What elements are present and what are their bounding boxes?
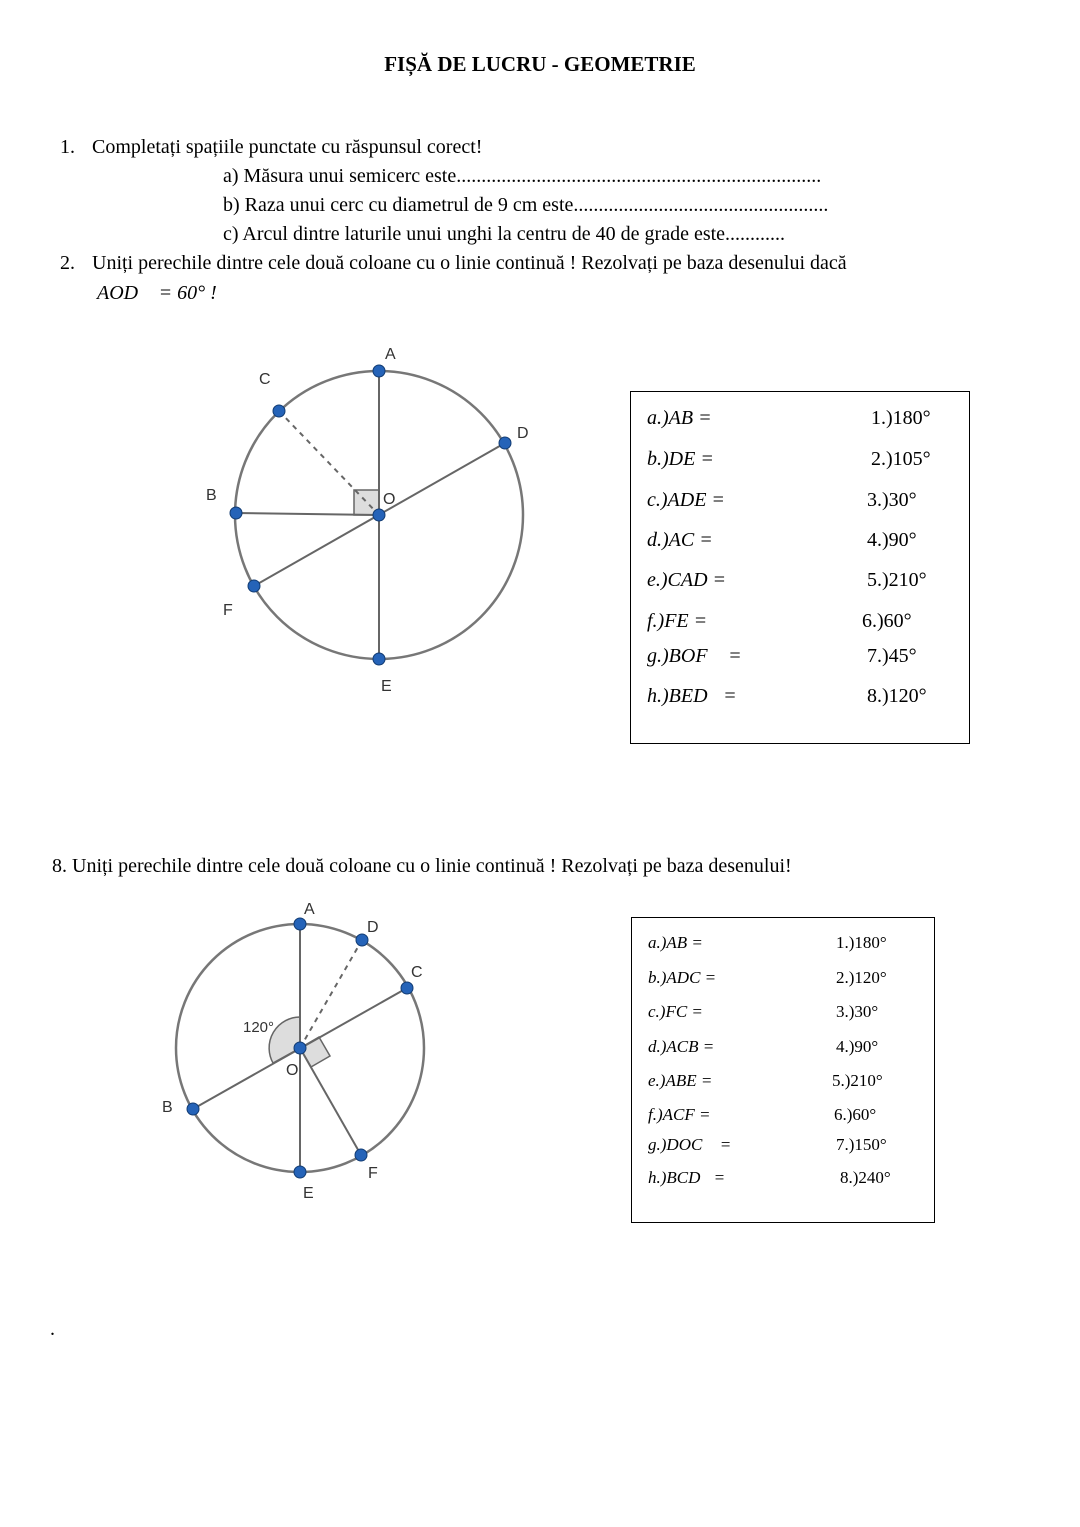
table1-right-item: 4.)90°: [867, 529, 917, 551]
table1-left-item: g.)BOF⃞ =: [647, 645, 742, 667]
table1-right-item: 2.)105°: [871, 448, 931, 470]
table2-row: [632, 968, 934, 998]
table2-right-item: 8.)240°: [840, 1168, 891, 1187]
table2-right-item: 7.)150°: [836, 1135, 887, 1154]
table2-left-item: d.)ACB =: [648, 1037, 715, 1056]
q2-text: Uniți perechile dintre cele două coloane cu o linie continuă ! Rezolvați pe baza desenului dacă: [92, 252, 847, 274]
table2-row: [632, 1037, 934, 1067]
fig1-label-C: C: [259, 371, 271, 388]
q1-item-c: c) Arcul dintre laturile unui unghi la centru de 40 de grade este............: [223, 223, 786, 245]
fig2-label-B: B: [162, 1099, 173, 1116]
table1-left-item: e.)CAD =: [647, 569, 727, 591]
table1-left-item: a.)AB =: [647, 407, 712, 429]
table2-right-item: 1.)180°: [836, 933, 887, 952]
fig1-label-D: D: [517, 425, 529, 442]
table2-right-item: 4.)90°: [836, 1037, 879, 1056]
table1-left-item: h.)BED⃞=: [647, 685, 737, 707]
table1-right-item: 8.)120°: [867, 685, 927, 707]
table1-right-item: 5.)210°: [867, 569, 927, 591]
table2-row: [632, 1135, 934, 1165]
table1-row: [631, 407, 969, 437]
fig2-point-O: [294, 1042, 306, 1054]
fig2-circle-group: [162, 901, 424, 1202]
table1-row: [631, 610, 969, 640]
table2-row: [632, 1168, 934, 1198]
table1-row: [631, 685, 969, 715]
matching-table-1: [630, 391, 970, 744]
fig1-dashed-OC: [279, 411, 379, 515]
fig1-point-E: [373, 653, 385, 665]
q1-number: 1.: [60, 136, 75, 158]
matching-table-2: [631, 917, 935, 1223]
fig1-label-E: E: [381, 678, 392, 695]
fig2-angle-label: 120°: [243, 1019, 275, 1036]
table2-left-item: h.)BCD⃞=: [648, 1168, 726, 1187]
fig2-label-C: C: [411, 964, 423, 981]
fig1-label-F: F: [223, 602, 233, 619]
table1-left-item: b.)DE =: [647, 448, 714, 470]
q2-number: 2.: [60, 252, 75, 274]
page-title: FIȘĂ DE LUCRU - GEOMETRIE: [384, 52, 696, 76]
q8-text: 8. Uniți perechile dintre cele două coloane cu o linie continuă ! Rezolvați pe baza desenului!: [52, 855, 792, 877]
table2-right-item: 2.)120°: [836, 968, 887, 987]
fig1-circle-group: [206, 346, 529, 695]
table1-right-item: 1.)180°: [871, 407, 931, 429]
fig1-point-D: [499, 437, 511, 449]
fig2-label-E: E: [303, 1185, 314, 1202]
fig2-point-E: [294, 1166, 306, 1178]
fig2-point-A: [294, 918, 306, 930]
table1-left-item: f.)FE =: [647, 610, 708, 632]
fig1-label-O: O: [383, 491, 396, 508]
fig1-point-A: [373, 365, 385, 377]
fig2-point-F: [355, 1149, 367, 1161]
table1-left-item: c.)ADE =: [647, 489, 725, 511]
table2-right-item: 5.)210°: [832, 1071, 883, 1090]
q1-item-a: a) Măsura unui semicerc este.........................................................................: [223, 165, 822, 187]
fig1-label-A: A: [385, 346, 396, 363]
table1-left-item: d.)AC =: [647, 529, 713, 551]
fig1-point-B: [230, 507, 242, 519]
table2-left-item: f.)ACF =: [648, 1105, 711, 1124]
table1-row: [631, 645, 969, 675]
table1-right-item: 6.)60°: [862, 610, 912, 632]
fig2-point-B: [187, 1103, 199, 1115]
table2-left-item: e.)ABE =: [648, 1071, 713, 1090]
table1-right-item: 7.)45°: [867, 645, 917, 667]
table1-row: [631, 448, 969, 478]
table2-left-item: g.)DOC⃞ =: [648, 1135, 732, 1154]
fig2-label-D: D: [367, 919, 379, 936]
table1-row: [631, 569, 969, 599]
table2-left-item: b.)ADC =: [648, 968, 717, 987]
table2-left-item: c.)FC =: [648, 1002, 703, 1021]
table2-row: [632, 1071, 934, 1101]
fig2-point-C: [401, 982, 413, 994]
fig2-radius-OF: [300, 1048, 361, 1155]
fig2-label-O: O: [286, 1062, 299, 1079]
table2-row: [632, 933, 934, 963]
fig1-point-C: [273, 405, 285, 417]
table2-left-item: a.)AB =: [648, 933, 703, 952]
table1-right-item: 3.)30°: [867, 489, 917, 511]
fig1-point-O: [373, 509, 385, 521]
table1-row: [631, 489, 969, 519]
table2-row: [632, 1105, 934, 1135]
fig1-point-F: [248, 580, 260, 592]
table2-row: [632, 1002, 934, 1032]
fig2-label-F: F: [368, 1165, 378, 1182]
fig1-label-B: B: [206, 487, 217, 504]
footer-mark: .: [50, 1318, 55, 1340]
q2-condition: AOD⃞ = 60° !: [97, 282, 217, 304]
table2-right-item: 3.)30°: [836, 1002, 879, 1021]
q1-item-b: b) Raza unui cerc cu diametrul de 9 cm este...................................................: [223, 194, 829, 216]
fig2-label-A: A: [304, 901, 315, 918]
q1-text: Completați spațiile punctate cu răspunsul corect!: [92, 136, 483, 158]
table1-row: [631, 529, 969, 559]
table2-right-item: 6.)60°: [834, 1105, 877, 1124]
